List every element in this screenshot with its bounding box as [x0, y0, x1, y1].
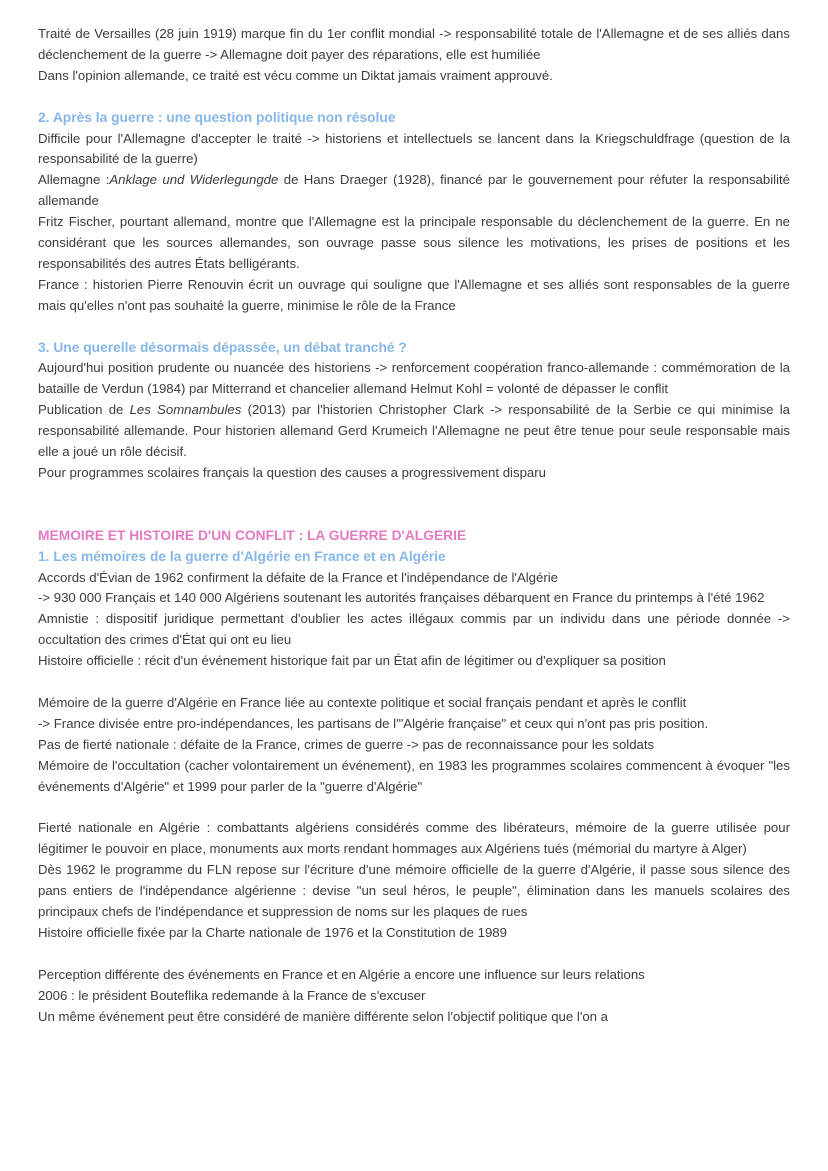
algeria-block4-line: Perception différente des événements en France et en Algérie a encore une influence sur leurs relations	[38, 966, 645, 982]
algeria-block2-line: Mémoire de l'occultation (cacher volontairement un événement), en 1983 les programmes scolaires commencent à évoquer "les événements d'Algérie" et 1999 pour parler de la "guerre d'Algérie"	[38, 757, 790, 794]
section-2-heading: 2. Après la guerre : une question politique non résolue	[38, 109, 396, 125]
section-2-paragraph-kriegschuldfrage: Difficile pour l'Allemagne d'accepter le traité -> historiens et intellectuels se lancent dans la Kriegschuldfrage (question de la responsabilité de la guerre)	[38, 130, 790, 167]
section-2-paragraph-fischer: Fritz Fischer, pourtant allemand, montre que l'Allemagne est la principale responsable du déclenchement de la guerre. En ne considérant que les sources allemandes, son ouvrage passe sous silence les motivations, les prises de positions et les responsabilités des autres États belligérants.	[38, 214, 790, 271]
algeria-block2-line: Pas de fierté nationale : défaite de la France, crimes de guerre -> pas de reconnaissance pour les soldats	[38, 736, 655, 752]
algeria-block2-line: Mémoire de la guerre d'Algérie en France liée au contexte politique et social français pendant et après le conflit	[38, 694, 687, 710]
algeria-block1-line: Accords d'Évian de 1962 confirment la défaite de la France et l'indépendance de l'Algérie	[38, 569, 558, 585]
draeger-rest: de Hans Draeger (1928), financé par le gouvernement pour réfuter la responsabilité allemande	[38, 172, 791, 209]
algeria-main-heading: MEMOIRE ET HISTOIRE D'UN CONFLIT : LA GUERRE D'ALGERIE	[38, 527, 467, 543]
section-3-heading: 3. Une querelle désormais dépassée, un débat tranché ?	[38, 339, 407, 355]
algeria-block3-line: Fierté nationale en Algérie : combattants algériens considérés comme des libérateurs, mémoire de la guerre utilisée pour légitimer le pouvoir en place, monuments aux morts rendant hommages aux Algériens tués (mémorial du martyre à Alger)	[38, 820, 790, 857]
algeria-subheading: 1. Les mémoires de la guerre d'Algérie en France et en Algérie	[38, 548, 446, 564]
algeria-block2-line: -> France divisée entre pro-indépendances, les partisans de l'"Algérie française" et ceux qui n'ont pas pris position.	[38, 715, 709, 731]
draeger-book-title: Anklage und Widerlegungde	[109, 172, 279, 188]
clark-book-title: Les Somnambules	[129, 402, 242, 418]
algeria-block4-line: 2006 : le président Bouteflika redemande à la France de s'excuser	[38, 987, 426, 1003]
clark-rest: (2013) par l'historien Christopher Clark -> responsabilité de la Serbie ce qui minimise la responsabilité allemande. Pour historien allemand Gerd Krumeich l'Allemagne ne peut être tenue pour seule responsable mais elle a joué un rôle décisif.	[38, 402, 790, 460]
draeger-prefix: Allemagne :	[38, 172, 110, 188]
algeria-block4-line: Un même événement peut être considéré de manière différente selon l'objectif politique que l'on a	[38, 1008, 609, 1024]
algeria-block1-line: Histoire officielle : récit d'un événement historique fait par un État afin de légitimer ou d'expliquer sa position	[38, 653, 666, 669]
clark-prefix: Publication de	[38, 402, 130, 418]
section-3-paragraph-verdun: Aujourd'hui position prudente ou nuancée des historiens -> renforcement coopération franco-allemande : commémoration de la bataille de Verdun (1984) par Mitterrand et chancelier allemand Helmut Kohl = volonté de dépasser le conflit	[38, 360, 790, 397]
algeria-block3-line: Dès 1962 le programme du FLN repose sur l'écriture d'une mémoire officielle de la guerre d'Algérie, il passe sous silence des pans entiers de l'indépendance algérienne : devise "un seul héros, le peuple", élimination dans les manuels scolaires des principaux chefs de l'indépendance et suppression de noms sur les plaques de rues	[38, 862, 790, 919]
section-3-paragraph-programmes: Pour programmes scolaires français la question des causes a progressivement disparu	[38, 465, 546, 480]
algeria-block1-line: -> 930 000 Français et 140 000 Algériens soutenant les autorités françaises débarquent en France du printemps à l'été 1962	[38, 590, 765, 606]
section-2-paragraph-renouvin: France : historien Pierre Renouvin écrit un ouvrage qui souligne que l'Allemagne et ses alliés sont responsables de la guerre mais qu'elles n'ont pas souhaité la guerre, minimise le rôle de la France	[38, 276, 790, 313]
section-2-paragraph-draeger	[38, 170, 790, 212]
algeria-block1-line: Amnistie : dispositif juridique permettant d'oublier les actes illégaux commis par un individu dans une période donnée -> occultation des crimes d'État qui ont eu lieu	[38, 611, 790, 648]
intro-paragraph-diktat: Dans l'opinion allemande, ce traité est vécu comme un Diktat jamais vraiment approuvé.	[38, 67, 553, 83]
section-3-paragraph-clark	[38, 400, 790, 463]
document-page	[38, 24, 790, 1027]
algeria-block3-line: Histoire officielle fixée par la Charte nationale de 1976 et la Constitution de 1989	[38, 924, 507, 940]
intro-paragraph-versailles: Traité de Versailles (28 juin 1919) marque fin du 1er conflit mondial -> responsabilité totale de l'Allemagne et de ses alliés dans déclenchement de la guerre -> Allemagne doit payer des réparations, elle est humiliée	[38, 26, 790, 62]
